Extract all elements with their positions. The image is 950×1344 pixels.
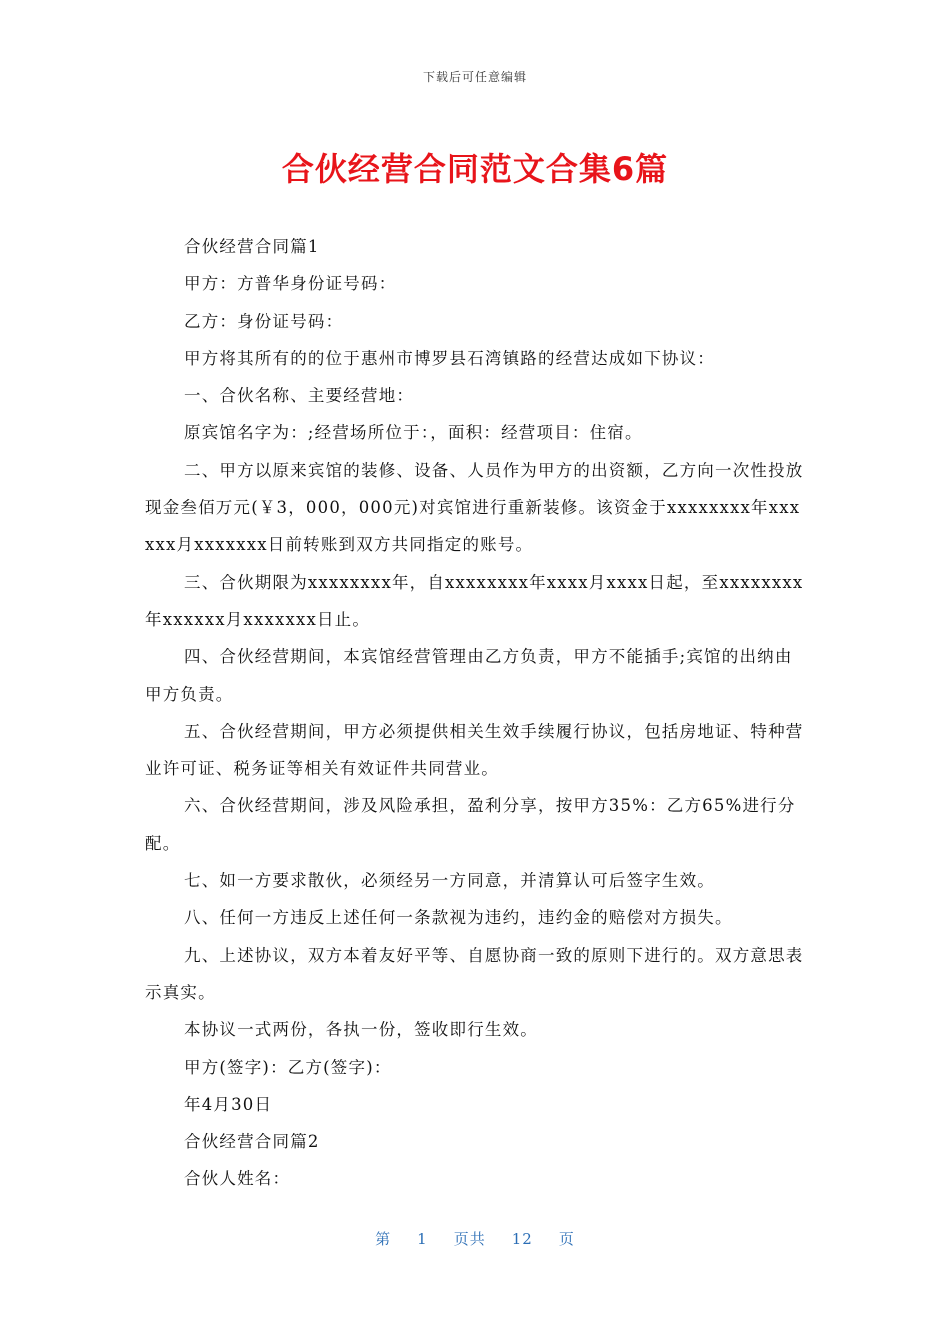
header-note: 下载后可任意编辑 <box>422 70 527 84</box>
paragraph: 乙方：身份证号码： <box>184 311 344 331</box>
paragraph: 甲方将其所有的的位于惠州市博罗县石湾镇路的经营达成如下协议： <box>184 348 715 368</box>
paragraph: 四、合伙经营期间，本宾馆经营管理由乙方负责，甲方不能插手;宾馆的出纳由甲方负责。 <box>145 647 793 704</box>
footer-suffix: 页 <box>558 1230 575 1248</box>
paragraph: 甲方(签字)：乙方(签字)： <box>184 1057 392 1077</box>
paragraph: 三、合伙期限为xxxxxxxx年，自xxxxxxxx年xxxx月xxxx日起，至xxxxxxxx年xxxxxx月xxxxxxx日止。 <box>145 572 804 629</box>
paragraph: 二、甲方以原来宾馆的装修、设备、人员作为甲方的出资额，乙方向一次性投放现金叁佰万元(￥3，000，000元)对宾馆进行重新装修。该资金于xxxxxxxx年xxxxxx月xxxxxxx日前转账到双方共同指定的账号。 <box>145 460 804 555</box>
footer-prefix: 第 <box>375 1230 392 1248</box>
paragraph: 五、合伙经营期间，甲方必须提供相关生效手续履行协议，包括房地证、特种营业许可证、税务证等相关有效证件共同营业。 <box>145 721 804 779</box>
paragraph: 九、上述协议，双方本着友好平等、自愿协商一致的原则下进行的。双方意思表示真实。 <box>145 945 804 1002</box>
paragraph: 甲方：方普华身份证号码： <box>184 274 397 294</box>
page-footer <box>0 1228 950 1249</box>
paragraph: 合伙经营合同篇2 <box>184 1132 320 1152</box>
paragraph: 七、如一方要求散伙，必须经另一方同意，并清算认可后签字生效。 <box>184 871 715 891</box>
paragraph: 合伙人姓名： <box>184 1169 291 1189</box>
paragraph: 八、任何一方违反上述任何一条款视为违约，违约金的赔偿对方损失。 <box>184 908 733 928</box>
footer-page-number: 1 <box>417 1230 428 1248</box>
paragraph: 年4月30日 <box>184 1094 273 1114</box>
footer-middle: 页共 <box>453 1230 486 1248</box>
footer-total-pages: 12 <box>511 1230 533 1248</box>
paragraph: 六、合伙经营期间，涉及风险承担，盈利分享，按甲方35%：乙方65%进行分配。 <box>145 796 796 853</box>
paragraph: 一、合伙名称、主要经营地： <box>184 386 415 406</box>
paragraph: 合伙经营合同篇1 <box>184 237 320 256</box>
document-body <box>145 228 805 1198</box>
paragraph: 原宾馆名字为：;经营场所位于：，面积：经营项目：住宿。 <box>184 423 643 443</box>
document-title: 合伙经营合同范文合集6篇 <box>281 150 669 188</box>
paragraph: 本协议一式两份，各执一份，签收即行生效。 <box>184 1020 538 1040</box>
